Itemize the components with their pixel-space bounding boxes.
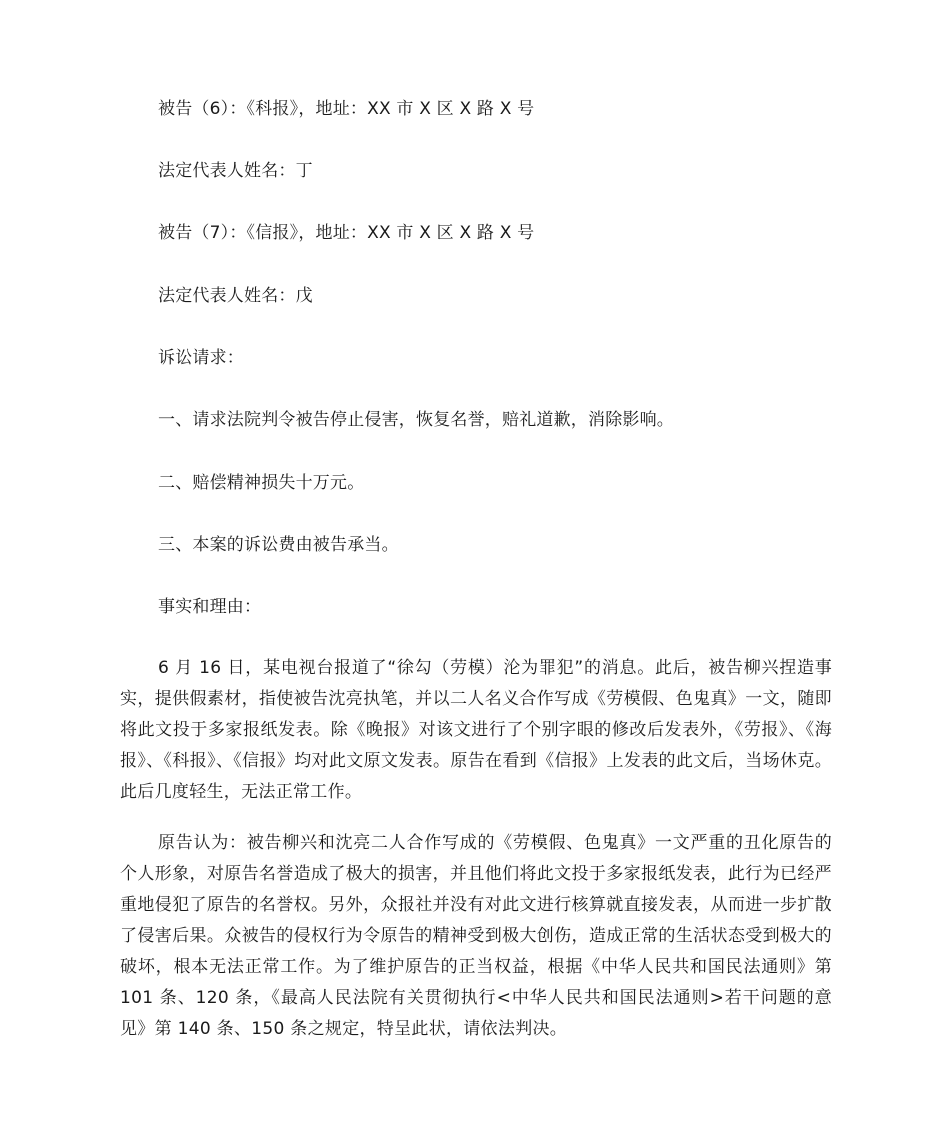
defendant-6-line: 被告（6）：《科报》，地址：XX 市 X 区 X 路 X 号 bbox=[158, 99, 535, 119]
legal-representative-6-line: 法定代表人姓名：丁 bbox=[158, 161, 313, 181]
legal-representative-7-line: 法定代表人姓名：戊 bbox=[158, 286, 313, 306]
facts-heading: 事实和理由： bbox=[158, 597, 262, 617]
defendant-7-line: 被告（7）：《信报》，地址：XX 市 X 区 X 路 X 号 bbox=[158, 223, 535, 243]
facts-paragraph: 6 月 16 日，某电视台报道了“徐勾（劳模）沦为罪犯”的消息。此后，被告柳兴捏造事实，提供假素材，指使被告沈亮执笔，并以二人名义合作写成《劳模假、色鬼真》一文，随即将此文投于多家报纸发表。除《晚报》对该文进行了个别字眼的修改后发表外，《劳报》、《海报》、《科报》、《信报》均对此文原文发表。原告在看到《信报》上发表的此文后，当场休克。此后几度轻生，无法正常工作。 bbox=[120, 658, 832, 802]
claim-item-1: 一、请求法院判令被告停止侵害，恢复名誉，赔礼道歉，消除影响。 bbox=[158, 410, 674, 430]
claims-heading: 诉讼请求： bbox=[158, 348, 244, 368]
claim-item-2: 二、赔偿精神损失十万元。 bbox=[158, 473, 365, 493]
claim-item-3: 三、本案的诉讼费由被告承当。 bbox=[158, 535, 399, 555]
reasons-paragraph: 原告认为：被告柳兴和沈亮二人合作写成的《劳模假、色鬼真》一文严重的丑化原告的个人形象，对原告名誉造成了极大的损害，并且他们将此文投于多家报纸发表，此行为已经严重地侵犯了原告的名誉权。另外，众报社并没有对此文进行核算就直接发表，从而进一步扩散了侵害后果。众被告的侵权行为令原告的精神受到极大创伤，造成正常的生活状态受到极大的破坏，根本无法正常工作。为了维护原告的正当权益，根据《中华人民共和国民法通则》第 101 条、120 条，《最高人民法院有关贯彻执行<中华人民共和国民法通则>若干问题的意见》第 140 条、150 条之规定，特呈此状，请依法判决。 bbox=[120, 833, 832, 1039]
